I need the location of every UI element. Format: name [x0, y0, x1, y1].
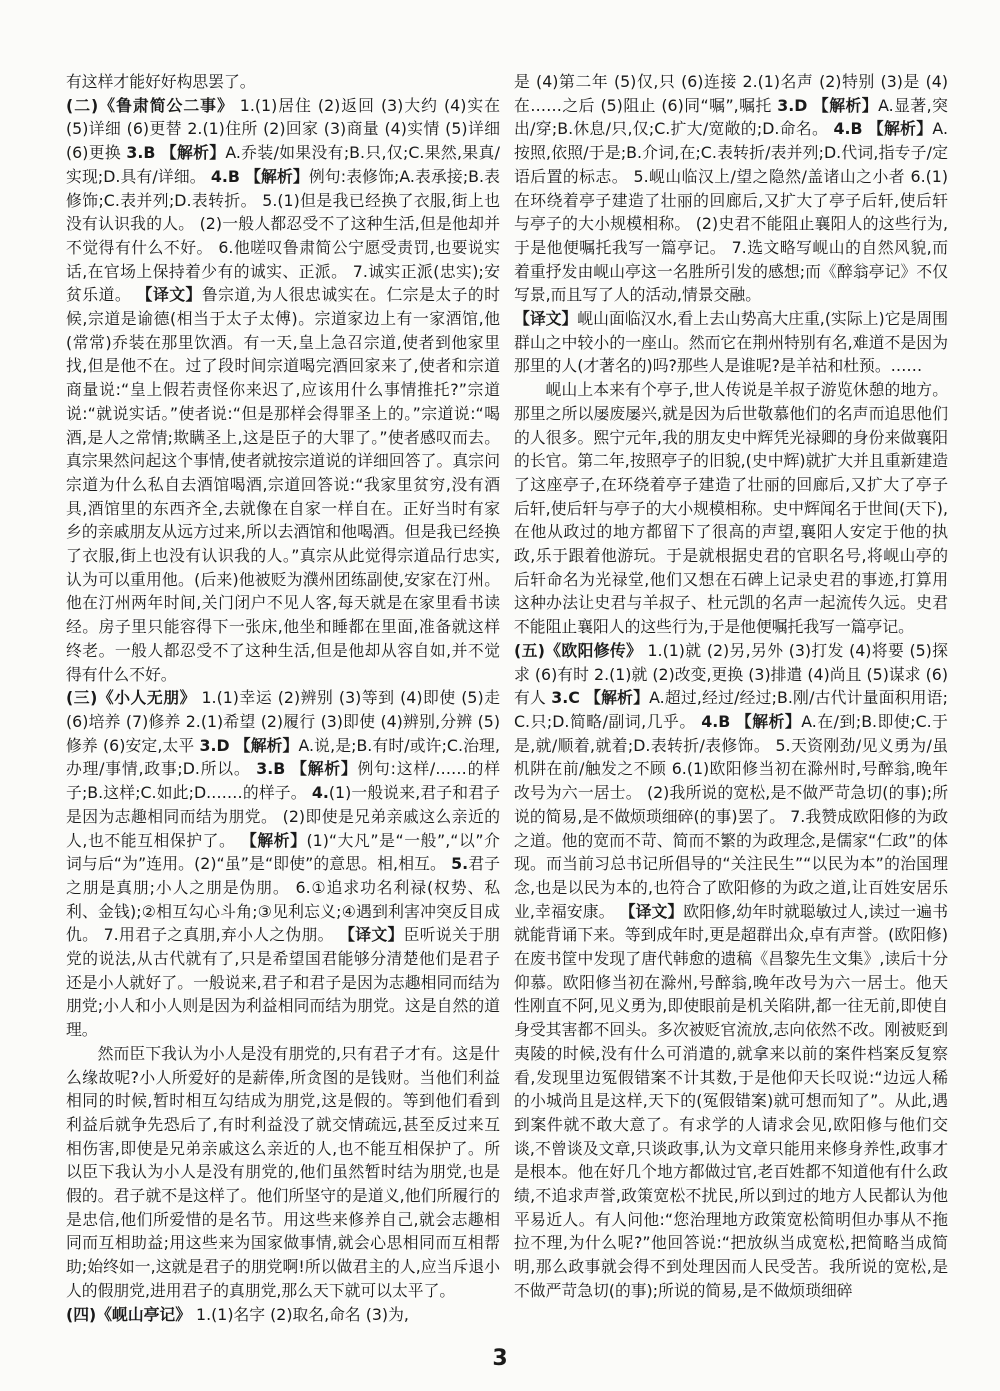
- section-heading: 3.D: [199, 735, 230, 755]
- right-column-paragraph: [514, 639, 948, 1303]
- section-heading: 4.B: [833, 119, 863, 139]
- answer-text: 1.(1)名字 (2)取名,命名 (3)为,: [191, 1304, 409, 1324]
- answer-text: 1.(1)幸运 (2)辨别 (3)等到 (4)即使 (5)走 (6)培养 (7)修养 2.(1)希望 (2)履行 (3)即使 (4)辨别,分辨 (5)修养 (6)安定,太平: [66, 688, 500, 755]
- answer-text: 欧阳修,幼年时就聪敏过人,读过一遍书就能背诵下来。等到成年时,更是超群出众,卓有声誉。(欧阳修)在废书筐中发现了唐代韩愈的遗稿《昌黎先生文集》,读后十分仰慕。欧阳修当初在滁州,号醉翁,晚年改号为六一居士。他天性刚直不阿,见义勇为,即使眼前是机关陷阱,都一往无前,即使自身受其害都不回头。多次被贬官流放,志向依然不改。刚被贬到夷陵的时候,没有什么可消遣的,就拿来以前的案件档案反复察看,发现里边冤假错案不计其数,于是他仰天长叹说:“边远人稀的小城尚且是这样,天下的(冤假错案)就可想而知了”。从此,遇到案件就不敢大意了。有求学的人请求会见,欧阳修与他们交谈,不曾谈及文章,只谈政事,认为文章只能用来修身养性,政事才是根本。他在好几个地方都做过官,老百姓都不知道他有什么政绩,不追求声誉,政策宽松不扰民,所以到过的地方人民都认为他平易近人。有人问他:“您治理地方政策宽松简明但办事从不拖拉不理,为什么呢?”他回答说:“把放纵当成宽松,把简略当成简明,那么政事就会得不到处理因而人民受苦。我所说的宽松,是不做严苛急切(的事);所说的简易,是不做烦琐细碎: [514, 901, 948, 1300]
- right-column-paragraph: [514, 307, 948, 378]
- left-column-paragraph: [66, 1303, 500, 1327]
- bracket-label: 【译文】: [619, 901, 684, 921]
- bracket-label: 【译文】: [339, 925, 404, 945]
- answer-text: 臣听说关于朋党的说法,从古代就有了,只是希望国君能够分清楚他们是君子还是小人就好了。一般说来,君子和君子是因为志趣相同而结为朋党;小人和小人则是因为利益相同而结为朋党。这是自然的道理。: [66, 925, 500, 1040]
- section-heading: 4.B: [210, 166, 240, 186]
- section-heading: (三)《小人无朋》: [66, 688, 196, 708]
- bracket-label: 【译文】: [514, 309, 578, 329]
- answer-text: (1)“大凡”是“一般”,“以”介词与后“为”连用。(2)“虽”是“即使”的意思。相,相互。: [66, 830, 500, 874]
- section-heading: 4.B: [701, 711, 731, 731]
- section-heading: (二)《鲁肃简公二事》: [66, 95, 234, 115]
- left-column-paragraph: [66, 94, 500, 687]
- bracket-label: 【解析】: [585, 688, 650, 708]
- right-column-paragraph: [514, 70, 948, 307]
- answer-text: A.按照,依照/于是;B.介词,在;C.表转折/表并列;D.代词,指专子/定语后置的标志。 5.岘山临汉上/望之隐然/盖诸山之小者 6.(1)在环绕着亭子建造了壮丽的回廊后,又扩大了亭子后轩,使后轩与亭子的大小规模相称。 (2)史君不能阻止襄阳人的这些行为,于是他便嘱托我写一篇亭记。 7.选文略写岘山的自然风貌,而着重抒发由岘山亭这一名胜所引发的感想;而《醉翁亭记》不仅写景,而且写了人的活动,情景交融。: [514, 119, 948, 305]
- section-heading: 3.C: [551, 688, 580, 708]
- bracket-label: 【解析】: [812, 95, 879, 115]
- left-column-paragraph: [66, 70, 500, 94]
- section-heading: (四)《岘山亭记》: [66, 1304, 192, 1324]
- left-column-paragraph: [66, 1042, 500, 1303]
- answer-text: 岘山面临汉水,看上去山势高大庄重,(实际上)它是周围群山之中较小的一座山。然而它在荆州特别有名,难道不是因为那里的人(才著名的)吗?那些人是谁呢?是羊祜和杜预。……: [514, 309, 948, 376]
- bracket-label: 【解析】: [240, 830, 307, 850]
- answer-text: A.显著,突出/穿;B.休息/只,仅;C.扩大/宽敞的;D.命名。: [514, 95, 948, 139]
- section-heading: 3.D: [777, 95, 808, 115]
- bracket-label: 【解析】: [867, 119, 933, 139]
- bracket-label: 【解析】: [245, 166, 309, 186]
- bracket-label: 【解析】: [234, 735, 299, 755]
- section-heading: 3.B: [256, 759, 286, 779]
- answer-text: 例句:这样/……的样子;B.这样;C.如此;D.……的样子。: [66, 759, 500, 803]
- answer-text: 鲁宗道,为人很忠诚实在。仁宗是太子的时候,宗道是谕德(相当于太子太傅)。宗道家边上有一家酒馆,他(常常)乔装在那里饮酒。有一天,皇上急召宗道,使者到他家里找,但是他不在。过了段时间宗道喝完酒回家来了,使者和宗道商量说:“皇上假若责怪你来迟了,应该用什么事情推托?”宗道说:“就说实话。”使者说:“但是那样会得罪圣上的。”宗道说:“喝酒,是人之常情;欺瞒圣上,这是臣子的大罪了。”使者感叹而去。真宗果然问起这个事情,使者就按宗道说的详细回答了。真宗问宗道为什么私自去酒馆喝酒,宗道回答说:“我家里贫穷,没有酒具,酒馆里的东西齐全,去就像在自家一样自在。正好当时有家乡的亲戚朋友从远方过来,所以去酒馆和他喝酒。但是我已经换了衣服,街上也没有认识我的人。”真宗从此觉得宗道品行忠实,认为可以重用他。(后来)他被贬为濮州团练副使,安家在汀州。他在汀州两年时间,关门闭户不见人客,每天就是在家里看书读经。房子里只能容得下一张床,他坐和睡都在里面,准备就这样终老。一般人都忍受不了这种生活,但是他却从容自如,并不觉得有什么不好。: [66, 285, 500, 684]
- right-column: [514, 70, 948, 1303]
- left-column: [66, 70, 500, 1326]
- answer-text: 是 (4)第二年 (5)仅,只 (6)连接 2.(1)名声 (2)特别 (3)是 (4)在……之后 (5)阻止 (6)同“嘱”,嘱托: [514, 72, 948, 115]
- left-column-paragraph: [66, 686, 500, 1042]
- page-number: 3: [492, 1346, 508, 1371]
- right-column-paragraph: [514, 378, 948, 639]
- answer-text: 君子之朋是真朋;小人之朋是伪朋。 6.①追求功名利禄(权势、私利、金钱);②相互勾心斗角;③见利忘义;④遇到利害冲突反目成仇。 7.用君子之真朋,弃小人之伪朋。: [66, 854, 500, 945]
- section-heading: 3.B: [126, 143, 156, 163]
- bracket-label: 【解析】: [735, 711, 802, 731]
- answer-text: 然而臣下我认为小人是没有朋党的,只有君子才有。这是什么缘故呢?小人所爱好的是薪俸,所贪图的是钱财。当他们利益相同的时候,暂时相互勾结成为朋党,这是假的。等到他们看到利益后就争先恐后了,有时利益没了就交情疏远,甚至反过来互相伤害,即使是兄弟亲戚这么亲近的人,也不能互相保护了。所以臣下我认为小人是没有朋党的,他们虽然暂时结为朋党,也是假的。君子就不是这样了。他们所坚守的是道义,他们所履行的是忠信,他们所爱惜的是名节。用这些来修养自己,就会志趣相同而互相助益;用这些来为国家做事情,就会心思相同而互相帮助;始终如一,这就是君子的朋党啊!所以做君主的人,应当斥退小人的假朋党,进用君子的真朋党,那么天下就可以太平了。: [66, 1043, 500, 1300]
- answer-text: A.在/到;B.即使;C.于是,就/顺着,就着;D.表转折/表修饰。 5.天资刚劲/见义勇为/虽机阱在前/触发之不顾 6.(1)欧阳修当初在滁州时,号醉翁,晚年改号为六一居士。 (2)我所说的宽松,是不做严苛急切(的事);所说的简易,是不做烦琐细碎(的事)罢了。 7.我赞成欧阳修的为政之道。他的宽而不苛、简而不繁的为政理念,是儒家“仁政”的体现。而当前习总书记所倡导的“关注民生”“以民为本”的治国理念,也是以民为本的,也符合了欧阳修的为政之道,让百姓安居乐业,幸福安康。: [514, 711, 948, 921]
- answer-text: 1.(1)居住 (2)返回 (3)大约 (4)实在 (5)详细 (6)更替 2.(1)住所 (2)回家 (3)商量 (4)实情 (5)详细 (6)更换: [66, 95, 500, 163]
- bracket-label: 【解析】: [291, 759, 358, 779]
- answer-text: (1)一般说来,君子和君子是因为志趣相同而结为朋党。 (2)即使是兄弟亲戚这么亲近的人,也不能互相保护了。: [66, 783, 500, 850]
- answer-text: A.超过,经过/经过;B.刚/古代计量面积用语;C.只;D.简略/副词,几乎。: [514, 688, 948, 731]
- section-heading: 4.: [311, 783, 329, 803]
- answer-text: A.乔装/如果没有;B.只,仅;C.果然,果真/实现;D.具有/详细。: [66, 143, 500, 186]
- section-heading: 5.: [451, 854, 469, 874]
- bracket-label: 【解析】: [160, 143, 226, 163]
- answer-text: 1.(1)就 (2)另,另外 (3)打发 (4)将要 (5)探求 (6)有时 2.(1)就 (2)改变,更换 (3)排遣 (4)尚且 (5)谋求 (6)有人: [514, 640, 948, 708]
- section-heading: (五)《欧阳修传》: [514, 640, 643, 660]
- bracket-label: 【译文】: [136, 285, 202, 305]
- answer-text: 例句:表修饰;A.表承接;B.表修饰;C.表并列;D.表转折。 5.(1)但是我已经换了衣服,街上也没有认识我的人。 (2)一般人都忍受不了这种生活,但是他却并不觉得有什么不好。 6.他嗟叹鲁肃简公宁愿受责罚,也要说实话,在官场上保持着少有的诚实、正派。 7.诚实正派(忠实);安贫乐道。: [66, 166, 500, 305]
- answer-text: A.说,是;B.有时/或许;C.治理,办理/事情,政事;D.所以。: [66, 735, 500, 779]
- answer-text: 有这样才能好好构思罢了。: [66, 72, 256, 91]
- answer-text: 岘山上本来有个亭子,世人传说是羊叔子游览休憩的地方。那里之所以屡废屡兴,就是因为后世敬慕他们的名声而追思他们的人很多。熙宁元年,我的朋友史中辉凭光禄卿的身份来做襄阳的长官。第二年,按照亭子的旧貌,(史中辉)就扩大并且重新建造了这座亭子,在环绕着亭子建造了壮丽的回廊后,又扩大了亭子后轩,使后轩与亭子的大小规模相称。史中辉闻名于世间(天下),在他从政过的地方都留下了很高的声望,襄阳人安定于他的执政,乐于跟着他游玩。于是就根据史君的官职名号,将岘山亭的后轩命名为光禄堂,他们又想在石碑上记录史君的事迹,打算用这种办法让史君与羊叔子、杜元凯的名声一起流传久远。史君不能阻止襄阳人的这些行为,于是他便嘱托我写一篇亭记。: [514, 380, 948, 637]
